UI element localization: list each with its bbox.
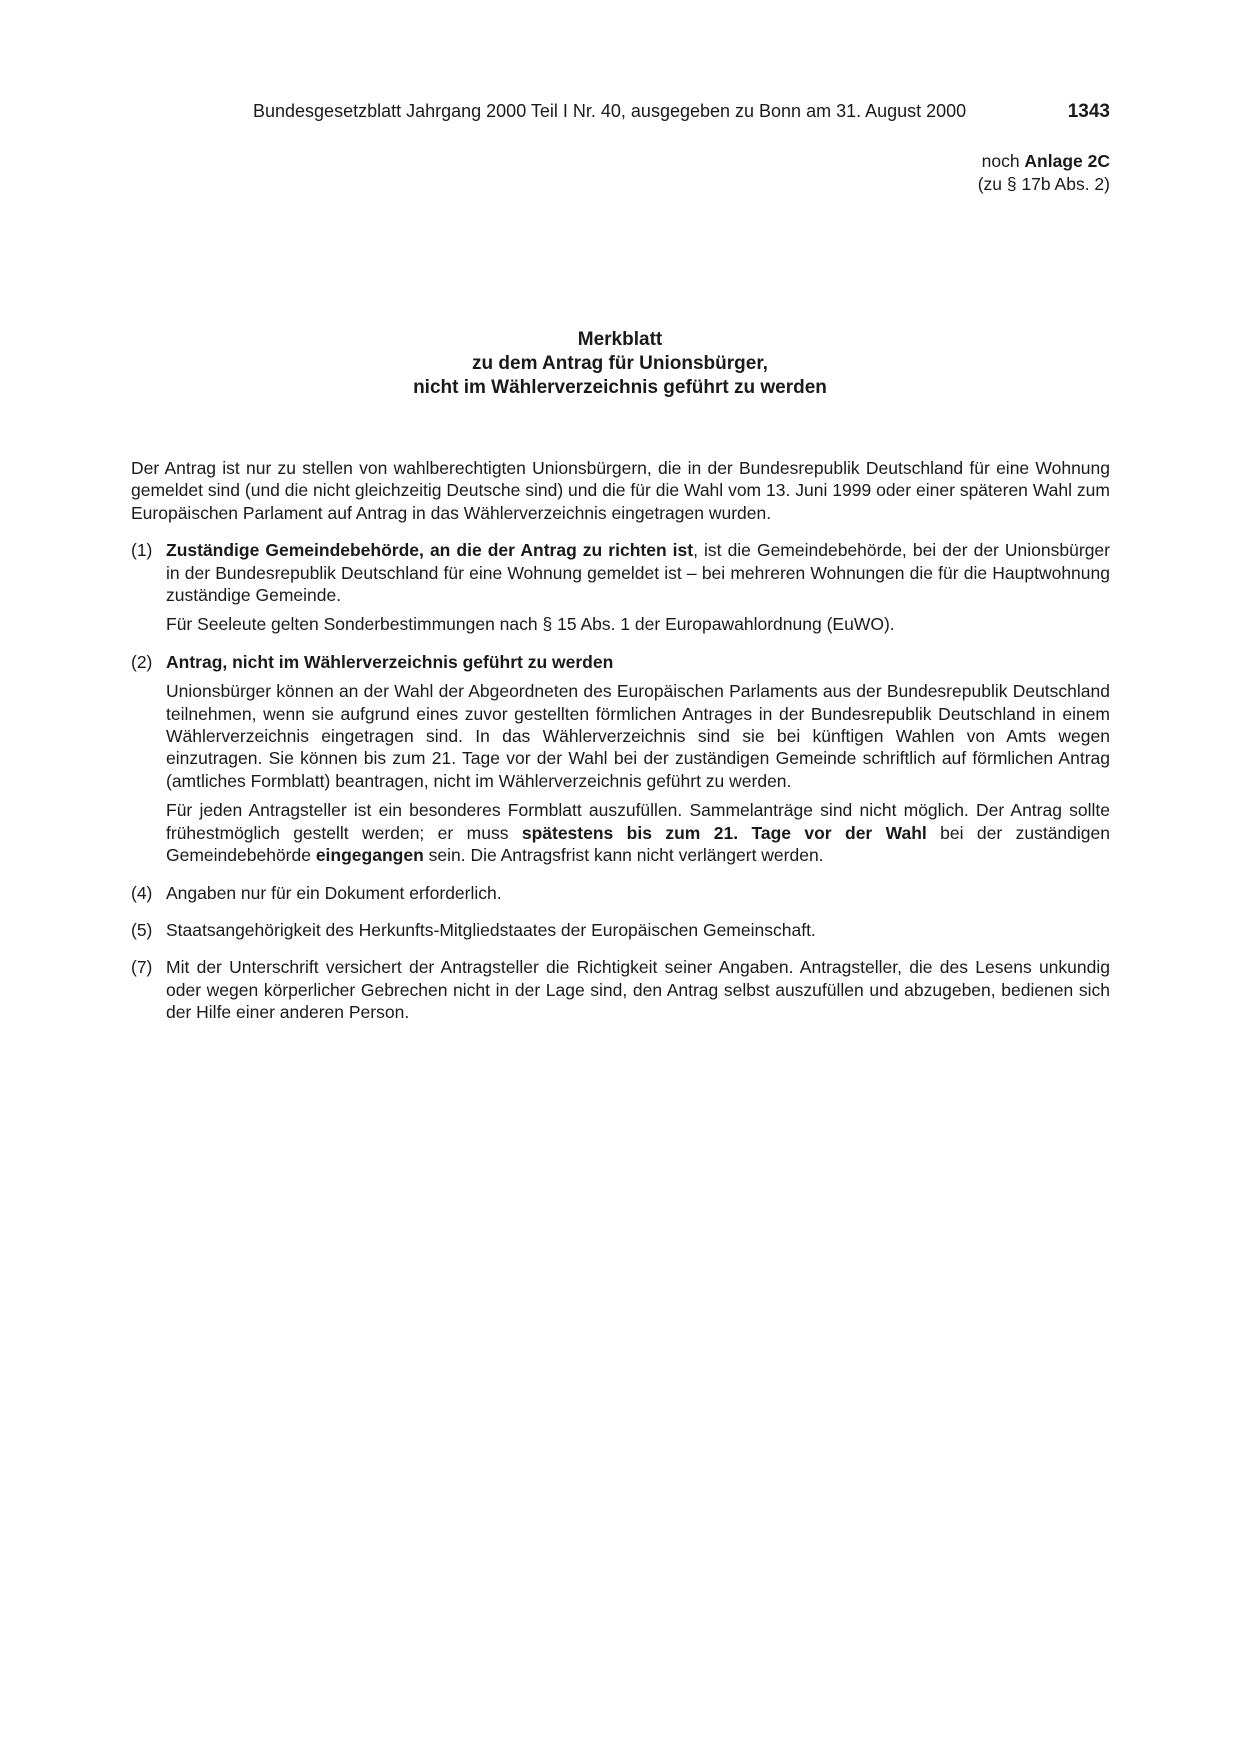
list-item-7 (131, 956, 1110, 1023)
item-number: (2) (131, 651, 153, 672)
intro-paragraph: Der Antrag ist nur zu stellen von wahlberechtigten Unionsbürgern, die in der Bundesrepublik Deutschland für eine Wohnung gemeldet sind (und die nicht gleichzeitig Deutsche sind) und die für die Wahl vom 13. Juni 1999 oder einer späteren Wahl zum Europäischen Parlament auf Antrag in das Wählerverzeichnis eingetragen wurden. (131, 458, 1110, 523)
item-heading (166, 651, 1110, 673)
item-paragraph: Mit der Unterschrift versichert der Antragsteller die Richtigkeit seiner Angaben. Antragsteller, die des Lesens unkundig oder wegen körperlicher Gebrechen nicht in der Lage sind, den Antrag selbst auszufüllen und abzugeben, bedienen sich der Hilfe einer anderen Person. (166, 957, 1110, 1023)
page-number: 1343 (1067, 101, 1110, 122)
list-item-2 (131, 651, 1110, 867)
item-number: (1) (131, 540, 153, 561)
item-text: , ist die Gemeindebehörde, bei der der Unionsbürger in der Bundesrepublik Deutschland für eine Wohnung gemeldet ist – bei mehreren Wohnungen die für die Hauptwohnung zuständige Gemeinde. (166, 540, 1110, 606)
item-paragraph-2 (166, 799, 1110, 866)
item-paragraph: Staatsangehörigkeit des Herkunfts-Mitgliedstaates der Europäischen Gemeinschaft. (166, 919, 816, 940)
annex-label-line (978, 150, 1110, 173)
item-paragraph: Unionsbürger können an der Wahl der Abgeordneten des Europäischen Parlaments aus der Bundesrepublik Deutschland teilnehmen, wenn sie aufgrund eines zuvor gestellten förmlichen Antrages in der Bundesrepublik Deutschland in einem Wählerverzeichnis eingetragen sind. In das Wählerverzeichnis sind sie bei künftigen Wahlen von Amts wegen einzutragen. Sie können bis zum 21. Tage vor der Wahl bei der zuständigen Gemeinde schriftlich auf förmlichen Antrag (amtliches Formblatt) beantragen, nicht im Wählerverzeichnis geführt zu werden. (166, 681, 1110, 791)
title-line-3: nicht im Wählerverzeichnis geführt zu werden (413, 377, 827, 398)
item-paragraph: Angaben nur für ein Dokument erforderlich. (166, 882, 502, 903)
item-number: (7) (131, 957, 153, 978)
item-body (166, 919, 1110, 941)
running-header (253, 99, 1110, 124)
list-item-1 (131, 539, 1110, 636)
document-body (131, 457, 1110, 1039)
item-body (166, 539, 1110, 636)
annex-reference-block (978, 150, 1110, 196)
list-item-4 (131, 882, 1110, 904)
title-line-2: zu dem Antrag für Unionsbürger, (472, 353, 768, 374)
received-emphasis: eingegangen (315, 845, 424, 866)
deadline-emphasis: spätestens bis zum 21. Tage vor der Wahl (521, 822, 927, 843)
item-bold-heading: Antrag, nicht im Wählerverzeichnis geführt zu werden (166, 651, 614, 672)
item-bold-heading: Zuständige Gemeindebehörde, an die der Antrag zu richten ist (166, 540, 694, 561)
running-title: Bundesgesetzblatt Jahrgang 2000 Teil I Nr. 40, ausgegeben zu Bonn am 31. August 2000 (253, 101, 967, 121)
text-run: Für jeden Antragsteller ist ein besonderes Formblatt auszufüllen. Sammelanträge sind nicht möglich. Der Antrag sollte frühestmöglich gestellt werden; er muss (166, 800, 1110, 843)
item-paragraph-2: Für Seeleute gelten Sonderbestimmungen nach § 15 Abs. 1 der Europawahlordnung (EuWO). (166, 614, 895, 635)
item-number: (4) (131, 882, 153, 903)
item-paragraph (166, 539, 1110, 606)
text-run: sein. Die Antragsfrist kann nicht verlängert werden. (423, 845, 824, 866)
item-body (166, 882, 1110, 904)
text-run: bei der zuständigen Gemeindebehörde (166, 822, 1110, 866)
item-body (166, 651, 1110, 867)
annex-paragraph-reference: (zu § 17b Abs. 2) (977, 174, 1110, 194)
list-item-5 (131, 919, 1110, 941)
item-body (166, 956, 1110, 1023)
item-number: (5) (131, 919, 153, 940)
title-line-1: Merkblatt (577, 329, 663, 350)
annex-prefix: noch (981, 151, 1025, 171)
document-title (0, 328, 1240, 400)
annex-label: Anlage 2C (1024, 151, 1110, 171)
